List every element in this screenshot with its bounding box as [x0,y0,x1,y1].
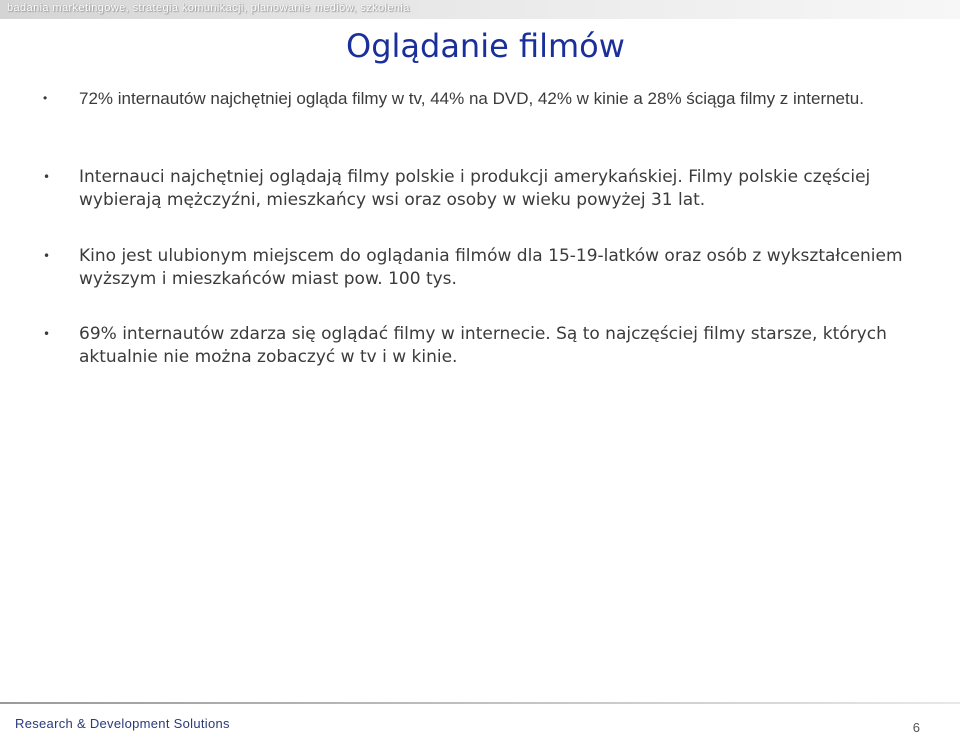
bullet-text: Internauci najchętniej oglądają filmy polskie i produkcji amerykańskiej. Filmy polskie częściej wybierają mężczyźni, mieszkańcy wsi oraz osoby w wieku powyżej 31 lat. [79,167,871,210]
header-tagline: badania marketingowe, strategia komunikacji, planowanie mediów, szkolenia [7,2,410,14]
bullet-text: 69% internautów zdarza się oglądać filmy w internecie. Są to najczęściej filmy starsze, których aktualnie nie można zobaczyć w tv i w kinie. [79,324,887,367]
bullet-item [43,87,929,110]
bullet-dot-icon: • [43,249,51,263]
bullet-item [43,245,929,291]
footer-company: Research & Development Solutions [15,716,230,731]
header-bar [0,0,960,19]
slide-title: Oglądanie filmów [346,27,625,65]
page-number: 6 [912,720,920,735]
footer-divider [0,702,960,704]
bullet-item [43,323,929,369]
bullet-text: 72% internautów najchętniej ogląda filmy w tv, 44% na DVD, 42% w kinie a 28% ściąga filmy z internetu. [79,89,864,108]
bullet-dot-icon: • [43,170,51,184]
bullet-dot-icon: • [43,327,51,341]
bullet-dot-icon: • [43,91,48,105]
bullet-text: Kino jest ulubionym miejscem do oglądania filmów dla 15-19-latków oraz osób z wykształceniem wyższym i mieszkańców miast pow. 100 tys. [79,246,903,289]
bullet-item [43,166,929,212]
